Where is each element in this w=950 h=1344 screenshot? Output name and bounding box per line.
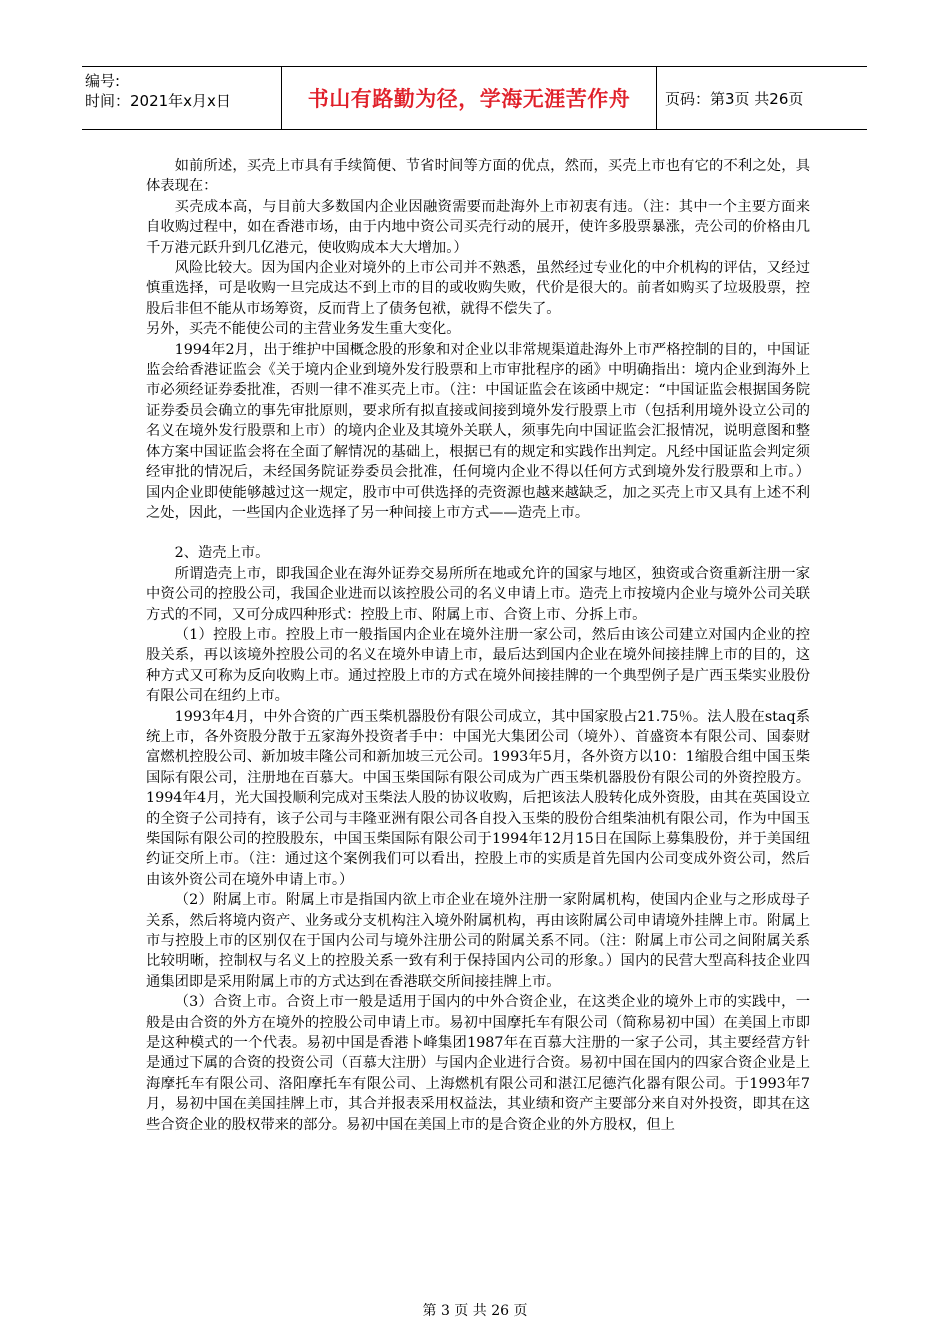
body-paragraph: 1993年4月，中外合资的广西玉柴机器股份有限公司成立，其中国家股占21.75％。法人股在staq系统上市，各外资股分散于五家海外投资者手中：中国光大集团公司（境外）、首盛资本有限公司、国泰财富燃机控股公司、新加坡丰隆公司和新加坡三元公司。1993年5月，各外资方以10：1缩股合组中国玉柴国际有限公司，注册地在百慕大。中国玉柴国际有限公司成为广西玉柴机器股份有限公司的外资控股方。1994年4月，光大国投顺利完成对玉柴法人股的协议收购，后把该法人股转化成外资股，由其在英国设立的全资子公司持有，该子公司与丰隆亚洲有限公司各自投入玉柴的股份合组柴油机有限公司，作为中国玉柴国际有限公司的控股股东，中国玉柴国际有限公司于1994年12月15日在国际上募集股份，并于美国纽约证交所上市。（注：通过这个案例我们可以看出，控股上市的实质是首先国内公司变成外资公司，然后由该外资公司在境外申请上市。） [146, 708, 810, 888]
header-meta [82, 67, 281, 129]
page-footer: 第 3 页 共 26 页 [422, 1303, 528, 1319]
body-paragraph: 所谓造壳上市，即我国企业在海外证券交易所所在地或允许的国家与地区，独资或合资重新注册一家中资公司的控股公司，我国企业进而以该控股公司的名义申请上市。造壳上市按境内企业与境外公司关联方式的不同，又可分成四种形式：控股上市、附属上市、合资上市、分拆上市。 [146, 565, 810, 623]
document-time-label: 时间：2021年x月x日 [85, 92, 231, 110]
body-paragraph: （2）附属上市。附属上市是指国内欲上市企业在境外注册一家附属机构，使国内企业与之形成母子关系，然后将境内资产、业务或分支机构注入境外附属机构，再由该附属公司申请境外挂牌上市。附属上市与控股上市的区别仅在于国内公司与境外注册公司的附属关系不同。（注：附属上市公司之间附属关系比较明晰，控制权与名义上的控股关系一致有利于保持国内公司的形象。）国内的民营大型高科技企业四通集团即是采用附属上市的方式达到在香港联交所间接挂牌上市。 [146, 892, 810, 990]
header-page-info: 页码：第3页 共26页 [665, 89, 804, 108]
body-paragraph: （1）控股上市。控股上市一般指国内企业在境外注册一家公司，然后由该公司建立对国内企业的控股关系，再以该境外控股公司的名义在境外申请上市，最后达到国内企业在境外间接挂牌上市的目的，这种方式又可称为反向收购上市。通过控股上市的方式在境外间接挂牌的一个典型例子是广西玉柴实业股份有限公司在纽约上市。 [146, 626, 810, 705]
body-paragraph: 如前所述，买壳上市具有手续简便、节省时间等方面的优点，然而，买壳上市也有它的不利之处，具体表现在： [146, 158, 810, 195]
page-header [82, 66, 867, 130]
paragraph-gap [146, 523, 810, 543]
document-number-label: 编号: [85, 72, 121, 90]
document-body [146, 156, 810, 1135]
body-paragraph: 另外，买壳不能使公司的主营业务发生重大变化。 [146, 321, 461, 338]
body-paragraph: 1994年2月，出于维护中国概念股的形象和对企业以非常规渠道赴海外上市严格控制的目的，中国证监会给香港证监会《关于境内企业到境外发行股票和上市审批程序的函》中明确指出：境内企业到海外上市必须经证券委批准，否则一律不准买壳上市。（注：中国证监会在该函中规定：“中国证监会根据国务院证券委员会确立的事先审批原则，要求所有拟直接或间接到境外发行股票上市（包括利用境外设立公司的名义在境外发行股票和上市）的境内企业及其境外关联人，须事先向中国证监会汇报情况，说明意图和整体方案中国证监会将在全面了解情况的基础上，根据已有的规定和实践作出判定。凡经中国证监会判定须经审批的情况后，未经国务院证券委员会批准，任何境内企业不得以任何方式到境外发行股票和上市。）国内企业即使能够越过这一规定，股市中可供选择的壳资源也越来越缺乏，加之买壳上市又具有上述不利之处，因此，一些国内企业选择了另一种间接上市方式——造壳上市。 [146, 341, 810, 521]
body-paragraph: 买壳成本高，与目前大多数国内企业因融资需要而赴海外上市初衷有违。（注：其中一个主要方面来自收购过程中，如在香港市场，由于内地中资公司买壳行动的展开，使许多股票暴涨，壳公司的价格由几千万港元跃升到几亿港元，使收购成本大大增加。） [146, 198, 810, 256]
body-paragraph: 2、造壳上市。 [174, 545, 270, 562]
header-motto: 书山有路勤为径，学海无涯苦作舟 [281, 67, 657, 129]
body-paragraph: 风险比较大。因为国内企业对境外的上市公司并不熟悉，虽然经过专业化的中介机构的评估，又经过慎重选择，可是收购一旦完成达不到上市的目的或收购失败，代价是很大的。前者如购买了垃圾股票，控股后非但不能从市场筹资，反而背上了债务包袱，就得不偿失了。 [146, 260, 810, 317]
body-paragraph: （3）合资上市。合资上市一般是适用于国内的中外合资企业，在这类企业的境外上市的实践中，一般是由合资的外方在境外的控股公司申请上市。易初中国摩托车有限公司（简称易初中国）在美国上市即是这种模式的一个代表。易初中国是香港卜峰集团1987年在百慕大注册的一家子公司，其主要经营方针是通过下属的合资的投资公司（百慕大注册）与国内企业进行合资。易初中国在国内的四家合资企业是上海摩托车有限公司、洛阳摩托车有限公司、上海燃机有限公司和湛江尼德汽化器有限公司。于1993年7月，易初中国在美国挂牌上市，其合并报表采用权益法，其业绩和资产主要部分来自对外投资，即其在这些合资企业的股权带来的部分。易初中国在美国上市的是合资企业的外方股权，但上 [146, 994, 810, 1133]
